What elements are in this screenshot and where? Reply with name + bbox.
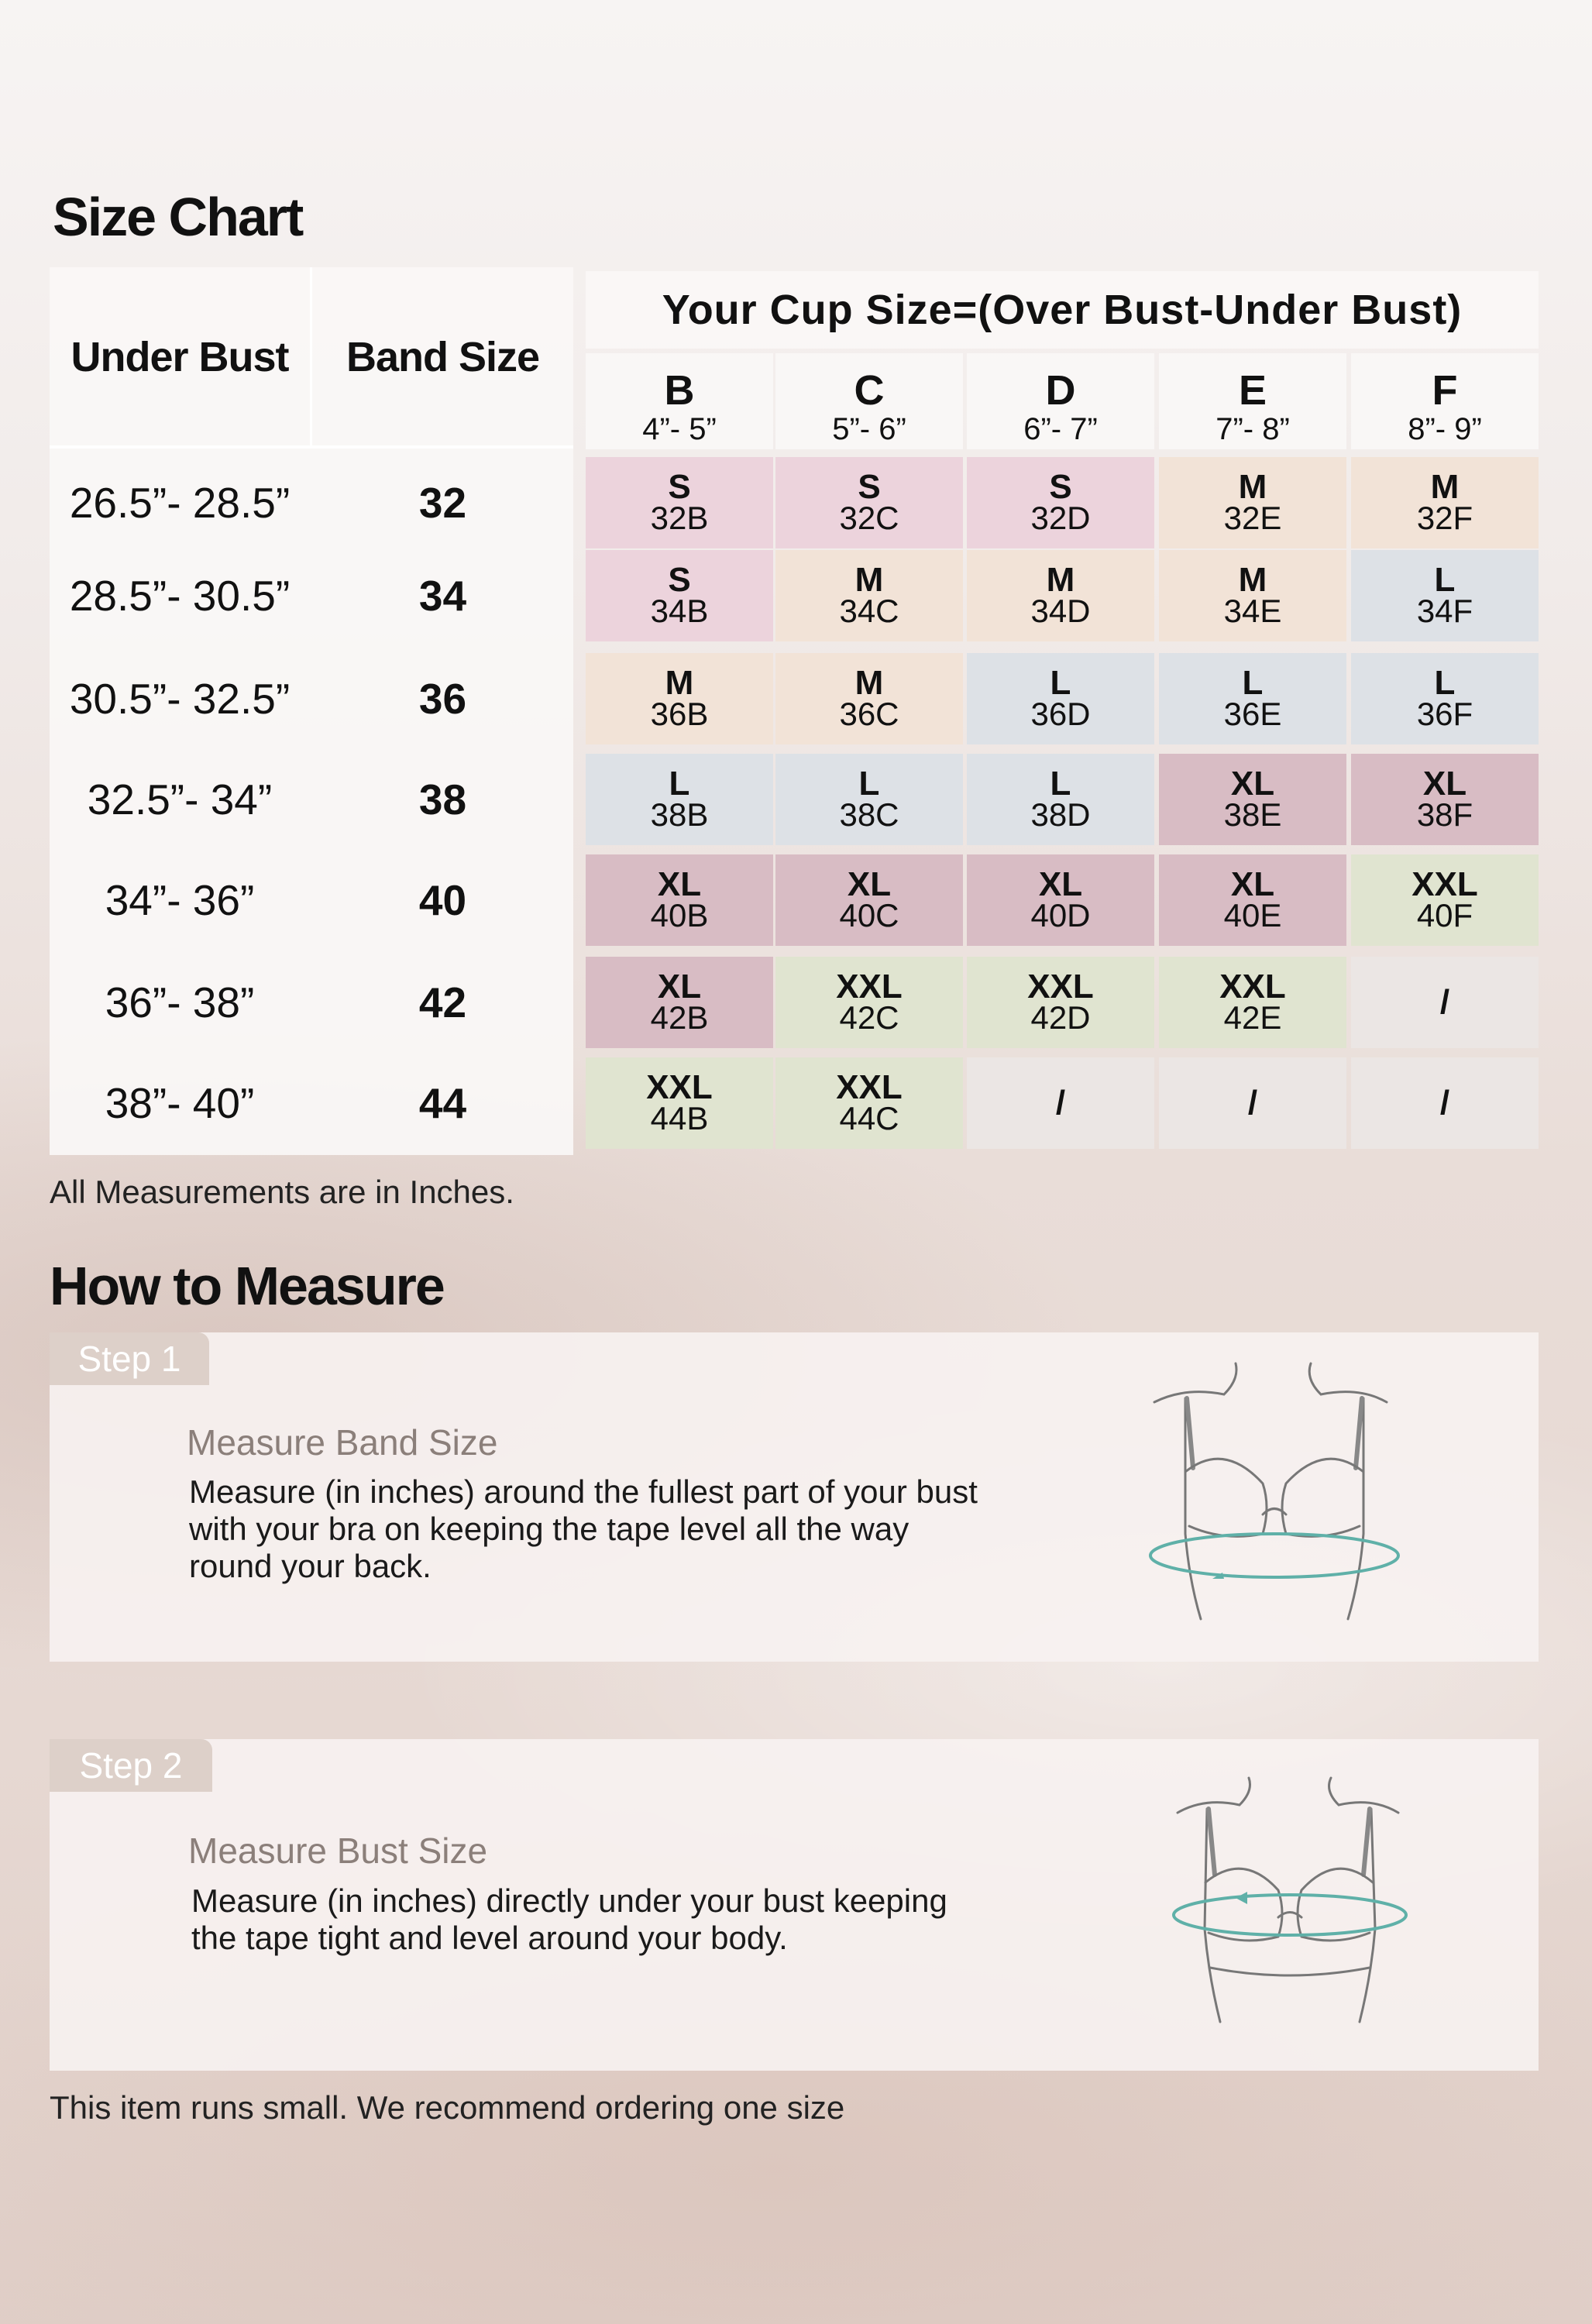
cup-column-header [775,353,963,449]
letter-size: M [665,664,694,702]
band-size-value: 36 [418,675,467,723]
bra-size-code: 34E [1223,593,1282,629]
size-cell [967,1057,1154,1149]
size-cell [1351,1057,1539,1149]
size-cell [1351,957,1539,1048]
bra-size-code: 38F [1416,796,1473,833]
cup-range: 4”- 5” [642,412,717,446]
bra-size-code: 40C [839,897,899,933]
size-cell [967,653,1154,744]
size-cell [967,457,1154,548]
cup-range: 7”- 8” [1215,412,1290,446]
letter-size: XXL [1219,968,1286,1006]
bra-size-code: 32F [1416,500,1473,536]
under-bust-range: 30.5”- 32.5” [69,675,291,723]
under-bust-range: 34”- 36” [105,876,255,924]
bra-size-code: 34F [1416,593,1473,629]
measurement-note: All Measurements are in Inches. [50,1174,514,1210]
cup-column-header [1159,353,1346,449]
size-cell [586,1057,773,1149]
bra-size-code: 32D [1030,500,1091,536]
step-2-text-line: the tape tight and level around your body. [191,1920,788,1956]
step-2-text [191,1882,1121,1957]
step-1-text [189,1473,1119,1585]
bra-size-code: 34D [1030,593,1091,629]
size-cell [775,754,963,845]
size-cell [967,754,1154,845]
letter-size: L [1242,664,1264,702]
under-bust-range: 38”- 40” [105,1079,255,1127]
bra-size-code: 38C [839,796,899,833]
bra-size-code: 36C [839,696,899,732]
size-cell [1159,754,1346,845]
letter-size: XXL [836,968,903,1006]
bra-size-code: 36D [1030,696,1091,732]
bra-size-code: 42D [1030,999,1091,1036]
bra-size-code: 38D [1030,796,1091,833]
letter-size: S [858,468,881,506]
size-cell [586,457,773,548]
letter-size: S [668,561,691,599]
under-bust-range: 36”- 38” [105,978,255,1026]
bra-size-code: 32B [650,500,709,536]
bra-size-code: 36B [650,696,709,732]
size-chart-title: Size Chart [53,187,303,247]
letter-size: XL [1038,865,1083,903]
step-2-title: Measure Bust Size [188,1831,488,1871]
letter-size: L [1434,561,1456,599]
letter-size: M [1238,468,1267,506]
letter-size: L [858,765,880,803]
cup-range: 6”- 7” [1023,412,1098,446]
size-cell [775,550,963,641]
not-available-mark: / [1055,1084,1066,1122]
letter-size: L [669,765,690,803]
bra-size-code: 38B [650,796,709,833]
size-cell [1351,754,1539,845]
size-cell [1159,653,1346,744]
under-bust-range: 32.5”- 34” [87,775,273,823]
letter-size: M [1238,561,1267,599]
letter-size: XL [1422,765,1467,803]
under-bust-band-table [50,267,573,1155]
cup-size-header: Your Cup Size=(Over Bust-Under Bust) [586,271,1539,349]
size-cell [775,653,963,744]
bra-size-code: 44C [839,1100,899,1136]
size-cell [967,550,1154,641]
header-divider [50,445,573,449]
step-1-title: Measure Band Size [187,1422,498,1463]
cup-letter: F [1432,367,1458,414]
letter-size: L [1434,664,1456,702]
size-cell [1351,457,1539,548]
step-2-text-line: Measure (in inches) directly under your bust keeping [191,1882,947,1919]
bra-size-code: 42C [839,999,899,1036]
size-cell [1159,957,1346,1048]
step-1-text-line: Measure (in inches) around the fullest part of your bust [189,1473,978,1510]
under-bust-header: Under Bust [70,334,289,380]
bra-size-code: 40D [1030,897,1091,933]
step-1-text-line: round your back. [189,1548,432,1584]
letter-size: S [1049,468,1072,506]
size-cell [775,957,963,1048]
cup-letter: E [1238,367,1267,414]
letter-size: M [854,561,884,599]
letter-size: L [1050,765,1071,803]
column-divider [310,267,312,447]
not-available-mark: / [1247,1084,1258,1122]
size-cell [586,854,773,946]
letter-size: S [668,468,691,506]
step-1-badge: Step 1 [50,1332,209,1385]
letter-size: XL [1230,865,1275,903]
cup-letter: D [1045,367,1076,414]
not-available-mark: / [1439,1084,1450,1122]
cup-letter: C [854,367,885,414]
bra-size-code: 32E [1223,500,1282,536]
size-cell [1351,653,1539,744]
bra-size-code: 40B [650,897,709,933]
cup-column-header [586,353,773,449]
band-size-value: 42 [418,978,467,1026]
band-measure-illustration-icon [1139,1356,1410,1642]
not-available-mark: / [1439,983,1450,1021]
size-cell [775,854,963,946]
bra-size-code: 38E [1223,796,1282,833]
size-cell [1159,550,1346,641]
letter-size: XL [1230,765,1275,803]
size-cell [1351,550,1539,641]
size-cell [586,550,773,641]
letter-size: XXL [836,1068,903,1106]
letter-size: XXL [646,1068,713,1106]
cup-column-header [1351,353,1539,449]
band-size-value: 44 [418,1079,467,1127]
bra-size-code: 40E [1223,897,1282,933]
bra-size-code: 36F [1416,696,1473,732]
under-bust-range: 28.5”- 30.5” [69,572,291,620]
cup-letter: B [664,367,695,414]
band-size-value: 38 [418,775,467,823]
band-size-value: 34 [418,572,467,620]
band-size-value: 32 [418,479,467,527]
size-cell [1159,854,1346,946]
cup-column-header [967,353,1154,449]
letter-size: XL [657,865,702,903]
step-2-badge: Step 2 [50,1739,212,1792]
band-size-value: 40 [418,876,467,924]
size-cell [967,957,1154,1048]
under-bust-range: 26.5”- 28.5” [69,479,291,527]
step-1-text-line: with your bra on keeping the tape level all the way [189,1511,909,1547]
letter-size: M [854,664,884,702]
bra-size-code: 32C [839,500,899,536]
size-cell [586,957,773,1048]
bra-size-code: 34C [839,593,899,629]
letter-size: L [1050,664,1071,702]
size-cell [1159,1057,1346,1149]
sizing-recommendation: This item runs small. We recommend ordering one size [50,2089,845,2126]
bra-size-code: 36E [1223,696,1282,732]
letter-size: XL [847,865,892,903]
size-cell [775,457,963,548]
size-cell [586,653,773,744]
letter-size: M [1046,561,1075,599]
bra-size-code: 34B [650,593,709,629]
bra-size-code: 40F [1416,897,1473,933]
letter-size: XXL [1027,968,1094,1006]
band-size-header: Band Size [346,334,540,380]
size-cell [1351,854,1539,946]
size-cell [967,854,1154,946]
size-cell [1159,457,1346,548]
cup-range: 5”- 6” [832,412,906,446]
bust-measure-illustration-icon [1162,1774,1418,2037]
bra-size-code: 42B [650,999,709,1036]
size-cell [775,1057,963,1149]
letter-size: M [1430,468,1460,506]
bra-size-code: 44B [650,1100,709,1136]
letter-size: XL [657,968,702,1006]
how-to-measure-title: How to Measure [50,1256,444,1316]
size-cell [586,754,773,845]
letter-size: XXL [1411,865,1478,903]
cup-range: 8”- 9” [1408,412,1482,446]
bra-size-code: 42E [1223,999,1282,1036]
